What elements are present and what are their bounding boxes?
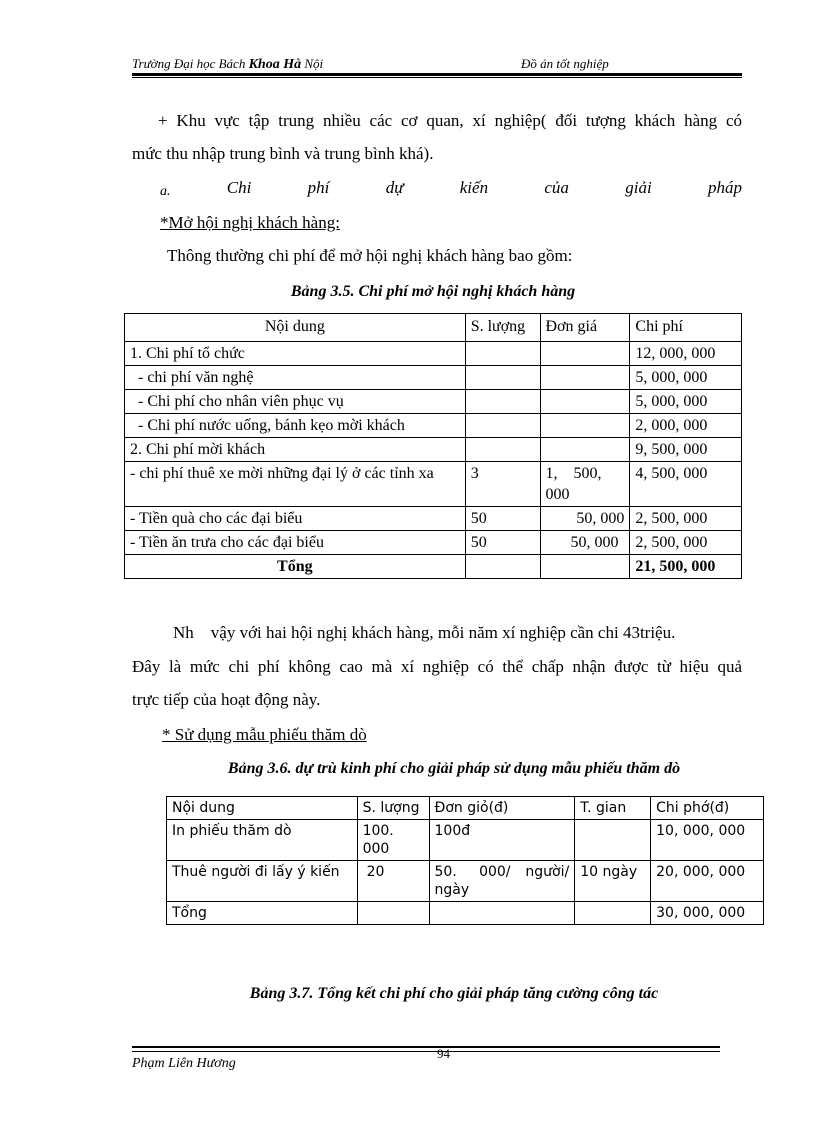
total-value: 21, 500, 000 xyxy=(630,555,742,579)
col-header: T. gian xyxy=(575,797,651,820)
table-row xyxy=(125,438,742,462)
table1-caption: Bảng 3.5. Chi phí mở hội nghị khách hàng xyxy=(290,283,576,300)
cell-cost: 4, 500, 000 xyxy=(630,462,742,507)
cell-qty xyxy=(465,414,540,438)
cell-price: 50, 000 xyxy=(540,531,630,555)
cell-price xyxy=(540,366,630,390)
cell-price xyxy=(540,438,630,462)
para1-line2: mức thu nhập trung bình và trung bình khá). xyxy=(132,144,434,163)
table-row xyxy=(125,366,742,390)
cell-qty xyxy=(465,438,540,462)
table-row xyxy=(125,507,742,531)
cell-content: In phiếu thăm dò xyxy=(167,820,358,861)
cell-cost: 12, 000, 000 xyxy=(630,342,742,366)
heading-word: của xyxy=(544,178,569,197)
cost-table-survey xyxy=(166,796,764,925)
table-row xyxy=(167,820,764,861)
header-rule-thick xyxy=(132,73,742,76)
table-total-row xyxy=(125,555,742,579)
table-row xyxy=(125,342,742,366)
cell-content: 1. Chi phí tổ chức xyxy=(125,342,466,366)
cell-price: 50, 000 xyxy=(540,507,630,531)
intro-conference: Thông thường chi phí để mở hội nghị khách hàng bao gồm: xyxy=(167,246,573,265)
heading-word: phí xyxy=(307,178,330,197)
cell-empty xyxy=(465,555,540,579)
col-header: S. lượng xyxy=(357,797,429,820)
cell-price: 1, 500, 000 xyxy=(540,462,630,507)
cell-price xyxy=(540,342,630,366)
total-label: Tổng xyxy=(125,555,466,579)
header-rule-thin xyxy=(132,77,742,78)
cell-qty xyxy=(465,366,540,390)
para2-line1: Nh vậy với hai hội nghị khách hàng, mỗi năm xí nghiệp cần chi 43triệu. xyxy=(173,623,676,642)
table3-caption: Bảng 3.7. Tổng kết chi phí cho giải pháp tăng cường công tác xyxy=(249,985,659,1002)
cell-cost: 9, 500, 000 xyxy=(630,438,742,462)
cell-content: - Tiền quà cho các đại biểu xyxy=(125,507,466,531)
heading-word: Chi xyxy=(226,178,252,197)
subheading-survey: * Sử dụng mẫu phiếu thăm dò xyxy=(162,725,367,744)
cell-qty xyxy=(465,342,540,366)
header-school xyxy=(132,56,323,73)
cell-qty: 50 xyxy=(465,531,540,555)
cell-qty xyxy=(465,390,540,414)
subheading-conference: *Mở hội nghị khách hàng: xyxy=(160,213,340,232)
cell-content: - chi phí thuê xe mời những đại lý ở các tỉnh xa xyxy=(125,462,466,507)
cell-cost: 2, 500, 000 xyxy=(630,531,742,555)
table-header-row xyxy=(125,314,742,342)
total-value: 30, 000, 000 xyxy=(651,902,764,925)
cell-content: - Chi phí cho nhân viên phục vụ xyxy=(125,390,466,414)
footer-rule-thin xyxy=(132,1051,720,1052)
cell-time: 10 ngày xyxy=(575,861,651,902)
cell-content: Thuê người đi lấy ý kiến xyxy=(167,861,358,902)
cell-price xyxy=(540,414,630,438)
cell-cost: 5, 000, 000 xyxy=(630,390,742,414)
table-row xyxy=(125,414,742,438)
cell-qty: 100. 000 xyxy=(357,820,429,861)
cell-empty xyxy=(357,902,429,925)
table-row xyxy=(167,861,764,902)
col-header: S. lượng xyxy=(465,314,540,342)
table-row xyxy=(125,390,742,414)
cell-cost: 10, 000, 000 xyxy=(651,820,764,861)
cell-qty: 3 xyxy=(465,462,540,507)
cost-table-conference xyxy=(124,313,742,579)
col-header: Đơn giá xyxy=(540,314,630,342)
cell-content: - chi phí văn nghệ xyxy=(125,366,466,390)
col-header: Nội dung xyxy=(125,314,466,342)
table-row xyxy=(125,531,742,555)
cell-cost: 5, 000, 000 xyxy=(630,366,742,390)
cell-price: 50. 000/ người/ ngày xyxy=(429,861,575,902)
header-school-bold: Khoa Hà xyxy=(248,57,302,72)
cell-content: - Tiền ăn trưa cho các đại biểu xyxy=(125,531,466,555)
table-row xyxy=(125,462,742,507)
heading-word: pháp xyxy=(707,178,742,197)
table-total-row xyxy=(167,902,764,925)
para1-line1: + Khu vực tập trung nhiều các cơ quan, xí nghiệp( đối tượng khách hàng có xyxy=(158,111,742,130)
cell-empty xyxy=(575,902,651,925)
cell-cost: 2, 000, 000 xyxy=(630,414,742,438)
heading-word: giải xyxy=(625,178,652,197)
cell-cost: 20, 000, 000 xyxy=(651,861,764,902)
cell-qty: 50 xyxy=(465,507,540,531)
header-school-post: Nội xyxy=(301,56,324,71)
heading-word: a. xyxy=(160,184,171,199)
cell-time xyxy=(575,820,651,861)
cell-content: - Chi phí nước uống, bánh kẹo mời khách xyxy=(125,414,466,438)
footer-rule-thick xyxy=(132,1046,720,1048)
header-doc-type: Đồ án tốt nghiệp xyxy=(521,56,609,71)
para2-line3: trực tiếp của hoạt động này. xyxy=(132,690,321,709)
heading-word: dự xyxy=(385,178,404,197)
cell-price: 100đ xyxy=(429,820,575,861)
col-header: Chi phí xyxy=(630,314,742,342)
cell-cost: 2, 500, 000 xyxy=(630,507,742,531)
header-school-pre: Trường Đại học Bách xyxy=(132,56,249,71)
heading-word: kiến xyxy=(459,178,489,197)
para2-line2: Đây là mức chi phí không cao mà xí nghiệp có thể chấp nhận được từ hiệu quả xyxy=(132,657,742,676)
table2-caption: Bảng 3.6. dự trù kinh phí cho giải pháp sử dụng mẫu phiếu thăm dò xyxy=(227,760,681,777)
table-header-row xyxy=(167,797,764,820)
total-label: Tổng xyxy=(167,902,358,925)
page-number: 94 xyxy=(437,1046,450,1061)
col-header: Đơn giỏ(đ) xyxy=(429,797,575,820)
cell-content: 2. Chi phí mời khách xyxy=(125,438,466,462)
cell-price xyxy=(540,390,630,414)
cell-empty xyxy=(540,555,630,579)
col-header: Nội dung xyxy=(167,797,358,820)
footer-author: Phạm Liên Hương xyxy=(132,1056,236,1071)
cell-empty xyxy=(429,902,575,925)
cell-qty: 20 xyxy=(357,861,429,902)
col-header: Chi phớ(đ) xyxy=(651,797,764,820)
section-heading-a xyxy=(160,178,742,200)
